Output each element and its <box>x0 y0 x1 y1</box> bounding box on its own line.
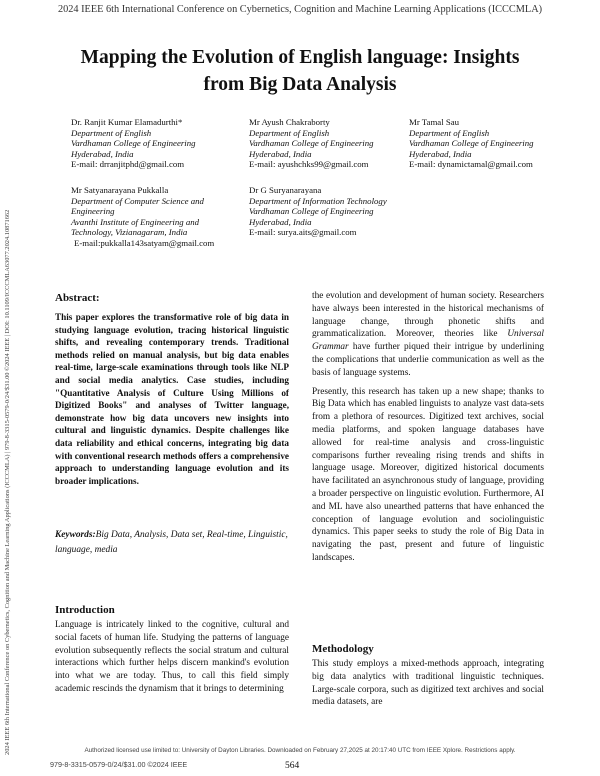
title-line-1: Mapping the Evolution of English language: Insights <box>80 47 520 68</box>
page-number: 564 <box>285 761 300 771</box>
author-institution: Vardhaman College of Engineering <box>409 138 534 149</box>
author-block <box>71 185 214 249</box>
license-footer: Authorized licensed use limited to: University of Dayton Libraries. Downloaded on February 27,2025 at 20:17:40 UTC from IEEE Xplore. Restrictions apply. <box>84 747 516 754</box>
author-department: Department of English <box>249 127 330 138</box>
author-name: Mr Tamal Sau <box>409 117 460 127</box>
author-email: E-mail: dynamictamal@gmail.com <box>409 159 533 170</box>
author-block <box>409 117 534 170</box>
author-location: Hyderabad, India <box>71 148 134 159</box>
author-institution: Vardhaman College of Engineering <box>249 206 374 217</box>
author-email: E-mail: ayushchks99@gmail.com <box>249 159 369 170</box>
isbn-footer: 979-8-3315-0579-0/24/$31.00 ©2024 IEEE <box>50 760 188 769</box>
author-department: Department of English <box>71 127 152 138</box>
author-institution: Vardhaman College of Engineering <box>71 138 196 149</box>
keywords <box>55 528 289 558</box>
paragraph-universal-grammar <box>312 290 544 380</box>
author-department: Department of English <box>409 127 490 138</box>
paper-title <box>40 44 560 98</box>
doi-sidebar: 2024 IEEE 6th International Conference on Cybernetics, Cognition and Machine Learning Applications (ICCCMLA) | 979-8-3315-0579-0/24/$31.00 ©2024 IEEE | DOI: 10.1109/ICCCMLA63077.2024.10871662 <box>4 209 11 755</box>
author-location: Technology, Vizianagaram, India <box>71 227 188 238</box>
author-name: Mr Ayush Chakraborty <box>249 117 330 127</box>
keywords-list: Big Data, Analysis, Data set, Real-time, Linguistic, language, media <box>55 530 288 555</box>
title-line-2: from Big Data Analysis <box>203 74 397 95</box>
author-name: Mr Satyanarayana Pukkalla <box>71 185 169 195</box>
introduction-paragraph: Language is intricately linked to the cognitive, cultural and social facets of human life. Studying the patterns of language evolution subsequently reflects the social stratum and cultural interactions which further helps discern mankind's evolution into what we are today. Thus, to call this field simply academic rescinds the dynamism that it brings to determining <box>55 620 289 694</box>
paragraph-big-data: Presently, this research has taken up a new shape; thanks to Big Data which has enabled linguists to analyze vast data-sets from a plethora of resources. Digitized text archives, social media platforms, and spoken language databases have allowed for real-time analysis and cross-linguistic comparisons further revealing rising trends and shifts in language usage. Moreover, digitized historical documents have facilitated an asynchronous study of language, providing a broader perspective on linguistic evolution. Furthermore, AI and ML have also unearthed patterns that have enhanced the conception of language evolution and sociolinguistic dynamics. This paper seeks to study the role of Big Data in navigating the past, present and future of linguistic landscapes. <box>312 386 544 563</box>
universal-grammar-term: Universal Grammar <box>312 329 544 353</box>
author-block <box>249 117 374 170</box>
conference-header: 2024 IEEE 6th International Conference on Cybernetics, Cognition and Machine Learning Applications (ICCCMLA) <box>57 4 543 15</box>
author-name: Dr. Ranjit Kumar Elamadurthi* <box>71 117 183 127</box>
keywords-label: Keywords: <box>55 530 96 540</box>
author-block <box>249 185 387 238</box>
author-email: E-mail:pukkalla143satyam@gmail.com <box>74 237 215 248</box>
author-name: Dr G Suryanarayana <box>249 185 322 195</box>
author-department: Department of Information Technology <box>249 195 387 206</box>
abstract-text: This paper explores the transformative role of big data in studying language evolution, tracing historical linguistic shifts, and revealing contemporary trends. Traditional methods relied on manual analysis, but big data enables real-time, large-scale examinations through tools like NLP and social media analytics. Case studies, including "Quantitative Analysis of Culture Using Millions of Digitized Books" and analyses of Twitter language, demonstrate how big data uncovers new insights into cultural and linguistic dynamics. Despite challenges like data reliability and ethical concerns, integrating big data with conventional research methods offers a comprehensive approach to understanding language evolution and its broader implications. <box>55 312 289 486</box>
author-location: Hyderabad, India <box>249 216 312 227</box>
introduction-text <box>55 619 289 696</box>
author-location: Hyderabad, India <box>409 148 472 159</box>
paragraph-text: the evolution and development of human society. Researchers have always been interested in the historical mechanisms of language change, through phonetic shifts and grammaticalization. Moreover, theories like <box>312 291 544 340</box>
author-institution: Avanthi Institute of Engineering and <box>71 216 200 227</box>
introduction-heading: Introduction <box>55 604 115 616</box>
methodology-heading: Methodology <box>312 643 374 655</box>
methodology-text <box>312 658 544 709</box>
abstract-heading: Abstract: <box>55 292 100 304</box>
author-institution: Vardhaman College of Engineering <box>249 138 374 149</box>
author-department: Department of Computer Science and <box>71 195 204 206</box>
methodology-paragraph: This study employs a mixed-methods approach, integrating big data analytics with traditional linguistic techniques. Large-scale corpora, such as digitized text archives and social media datasets, are <box>312 659 544 708</box>
right-column <box>312 290 544 565</box>
paragraph-text: have further piqued their intrigue by underlining the complications that underlie communication as well as the basis of language systems. <box>312 342 544 378</box>
author-email: E-mail: surya.aits@gmail.com <box>249 227 357 238</box>
author-department-cont: Engineering <box>71 206 115 217</box>
author-location: Hyderabad, India <box>249 148 312 159</box>
author-block <box>71 117 196 170</box>
author-email: E-mail: drranjitphd@gmail.com <box>71 159 185 170</box>
